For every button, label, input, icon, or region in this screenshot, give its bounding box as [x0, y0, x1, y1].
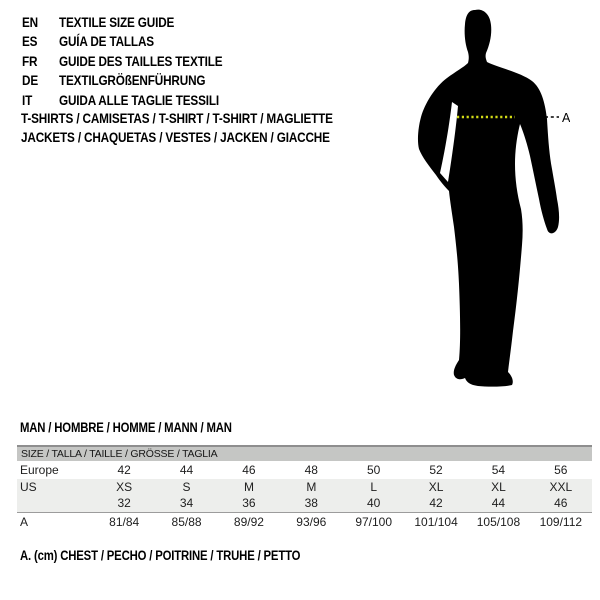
table-cell: L — [370, 480, 378, 494]
table-cell: 44 — [179, 463, 194, 477]
table-cell: 42 — [429, 496, 443, 510]
table-cell: S — [182, 480, 191, 494]
language-code: FR — [22, 52, 38, 69]
table-cell: 56 — [554, 463, 568, 477]
table-row-europe — [17, 461, 592, 479]
table-cell: 105/108 — [476, 515, 521, 529]
table-row-us-numeric — [17, 495, 592, 512]
table-cell: M — [243, 480, 254, 494]
language-row-es — [22, 32, 222, 51]
category-tshirts: T-SHIRTS / CAMISETAS / T-SHIRT / T-SHIRT / MAGLIETTE — [21, 110, 333, 126]
language-label: GUIDE DES TAILLES TEXTILE — [58, 52, 223, 69]
table-cell: 54 — [491, 463, 506, 477]
language-label: GUÍA DE TALLAS — [58, 33, 154, 50]
language-row-de — [22, 71, 222, 90]
language-label: GUIDA ALLE TAGLIE TESSILI — [58, 91, 219, 108]
table-cell: 97/100 — [355, 515, 393, 529]
table-cell: 44 — [491, 496, 506, 510]
table-cell: 46 — [242, 463, 256, 477]
table-row-us — [17, 479, 592, 495]
language-row-it — [22, 91, 222, 110]
language-code: ES — [22, 33, 38, 50]
table-cell: M — [306, 480, 317, 494]
table-cell: 52 — [429, 463, 443, 477]
man-silhouette-svg — [410, 0, 570, 390]
table-cell: 38 — [304, 496, 318, 510]
size-table-header: SIZE / TALLA / TAILLE / GRÖSSE / TAGLIA — [17, 447, 592, 461]
row-label: Europe — [20, 463, 59, 477]
language-row-fr — [22, 52, 222, 71]
table-cell: 85/88 — [171, 515, 202, 529]
table-cell: 42 — [117, 463, 131, 477]
measurement-footnote: A. (cm) CHEST / PECHO / POITRINE / TRUHE / PETTO — [20, 548, 301, 563]
table-cell: 48 — [304, 463, 318, 477]
category-lines — [21, 109, 333, 147]
table-cell: 34 — [179, 496, 194, 510]
row-label: A — [20, 515, 29, 529]
table-cell: 109/112 — [539, 515, 583, 529]
language-row-en — [22, 13, 222, 32]
table-cell: 93/96 — [296, 515, 327, 529]
language-code: EN — [22, 14, 39, 30]
man-silhouette-figure — [410, 0, 570, 390]
size-table — [17, 445, 592, 532]
table-cell: 32 — [117, 496, 131, 510]
table-cell: XXL — [549, 480, 573, 494]
language-code: DE — [22, 72, 39, 89]
table-cell: 40 — [367, 496, 381, 510]
language-list — [22, 13, 222, 110]
row-label — [17, 495, 93, 512]
category-jackets: JACKETS / CHAQUETAS / VESTES / JACKEN / GIACCHE — [21, 129, 330, 146]
measurement-label-a: A — [562, 111, 570, 125]
table-cell: 89/92 — [233, 515, 264, 529]
table-cell: 50 — [367, 463, 381, 477]
man-section-heading: MAN / HOMBRE / HOMME / MANN / MAN — [20, 420, 232, 435]
table-row-chest-cm — [17, 512, 592, 532]
table-cell: 36 — [242, 496, 256, 510]
man-silhouette — [418, 10, 559, 387]
table-cell: XL — [428, 480, 444, 494]
table-cell: 46 — [554, 496, 568, 510]
language-label: TEXTILE SIZE GUIDE — [58, 14, 175, 30]
table-cell: 101/104 — [414, 515, 458, 529]
language-label: TEXTILGRÖßENFÜHRUNG — [58, 72, 206, 89]
table-cell: XL — [491, 480, 506, 494]
table-cell: 81/84 — [109, 515, 140, 529]
language-code: IT — [22, 91, 33, 108]
table-cell: XS — [116, 480, 133, 494]
row-label: US — [20, 480, 37, 494]
